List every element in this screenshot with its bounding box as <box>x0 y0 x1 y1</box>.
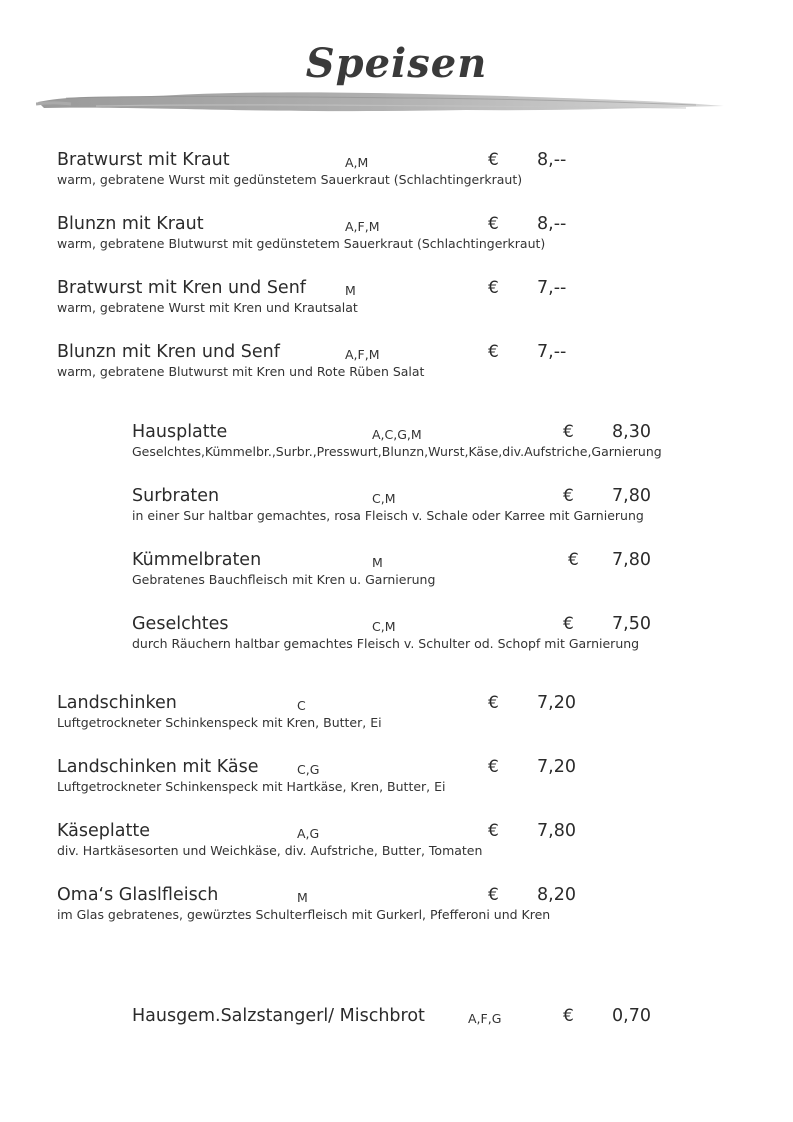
dish-description: in einer Sur haltbar gemachtes, rosa Fleisch v. Schale oder Karree mit Garnierung <box>132 508 644 523</box>
dish-name: Surbraten <box>132 486 220 506</box>
dish-description: durch Räuchern haltbar gemachtes Fleisch v. Schulter od. Schopf mit Garnierung <box>132 636 640 651</box>
dish-price: 7,80 <box>612 550 651 570</box>
allergen-codes: C,M <box>372 491 396 506</box>
currency-symbol: € <box>563 486 574 506</box>
currency-symbol: € <box>488 150 499 170</box>
dish-description: warm, gebratene Blutwurst mit gedünstetem Sauerkraut (Schlachtingerkraut) <box>57 236 546 251</box>
dish-name: Geselchtes <box>132 614 229 634</box>
currency-symbol: € <box>488 693 499 713</box>
currency-symbol: € <box>488 278 499 298</box>
currency-symbol: € <box>563 614 574 634</box>
allergen-codes: A,G <box>297 826 320 841</box>
brush-stroke-decoration <box>36 86 726 118</box>
dish-description: Luftgetrockneter Schinkenspeck mit Hartkäse, Kren, Butter, Ei <box>57 779 446 794</box>
allergen-codes: C <box>297 698 306 713</box>
dish-price: 8,-- <box>537 150 567 170</box>
dish-price: 7,-- <box>537 342 567 362</box>
currency-symbol: € <box>568 550 579 570</box>
dish-name: Hausplatte <box>132 422 228 442</box>
allergen-codes: A,M <box>345 155 369 170</box>
dish-description: Luftgetrockneter Schinkenspeck mit Kren, Butter, Ei <box>57 715 382 730</box>
dish-description: warm, gebratene Wurst mit Kren und Krautsalat <box>57 300 358 315</box>
dish-name: Blunzn mit Kren und Senf <box>57 342 280 362</box>
dish-name: Oma‘s Glaslfleisch <box>57 885 219 905</box>
page-title: Speisen <box>305 40 488 87</box>
currency-symbol: € <box>488 757 499 777</box>
dish-price: 7,20 <box>537 693 576 713</box>
dish-name: Landschinken <box>57 693 177 713</box>
dish-price: 8,-- <box>537 214 567 234</box>
dish-price: 7,80 <box>612 486 651 506</box>
currency-symbol: € <box>488 885 499 905</box>
currency-symbol: € <box>488 821 499 841</box>
allergen-codes: M <box>345 283 356 298</box>
dish-price: 0,70 <box>612 1006 651 1026</box>
dish-price: 8,30 <box>612 422 651 442</box>
dish-name: Hausgem.Salzstangerl/ Mischbrot <box>132 1006 425 1026</box>
dish-price: 7,80 <box>537 821 576 841</box>
allergen-codes: C,M <box>372 619 396 634</box>
dish-description: warm, gebratene Wurst mit gedünstetem Sauerkraut (Schlachtingerkraut) <box>57 172 523 187</box>
currency-symbol: € <box>563 422 574 442</box>
dish-description: im Glas gebratenes, gewürztes Schulterfleisch mit Gurkerl, Pfefferoni und Kren <box>57 907 551 922</box>
dish-name: Blunzn mit Kraut <box>57 214 204 234</box>
currency-symbol: € <box>488 342 499 362</box>
currency-symbol: € <box>488 214 499 234</box>
currency-symbol: € <box>563 1006 574 1026</box>
dish-description: warm, gebratene Blutwurst mit Kren und Rote Rüben Salat <box>57 364 425 379</box>
dish-name: Bratwurst mit Kren und Senf <box>57 278 306 298</box>
dish-description: div. Hartkäsesorten und Weichkäse, div. Aufstriche, Butter, Tomaten <box>57 843 483 858</box>
dish-price: 8,20 <box>537 885 576 905</box>
dish-price: 7,-- <box>537 278 567 298</box>
dish-name: Kümmelbraten <box>132 550 262 570</box>
dish-price: 7,50 <box>612 614 651 634</box>
dish-price: 7,20 <box>537 757 576 777</box>
allergen-codes: M <box>372 555 383 570</box>
dish-description: Gebratenes Bauchfleisch mit Kren u. Garnierung <box>132 572 436 587</box>
allergen-codes: M <box>297 890 308 905</box>
allergen-codes: A,C,G,M <box>372 427 422 442</box>
dish-name: Käseplatte <box>57 821 150 841</box>
allergen-codes: C,G <box>297 762 320 777</box>
dish-name: Bratwurst mit Kraut <box>57 150 230 170</box>
dish-description: Geselchtes,Kümmelbr.,Surbr.,Presswurt,Blunzn,Wurst,Käse,div.Aufstriche,Garnierung <box>132 444 662 459</box>
dish-name: Landschinken mit Käse <box>57 757 259 777</box>
allergen-codes: A,F,M <box>345 219 380 234</box>
allergen-codes: A,F,G <box>468 1011 502 1026</box>
allergen-codes: A,F,M <box>345 347 380 362</box>
